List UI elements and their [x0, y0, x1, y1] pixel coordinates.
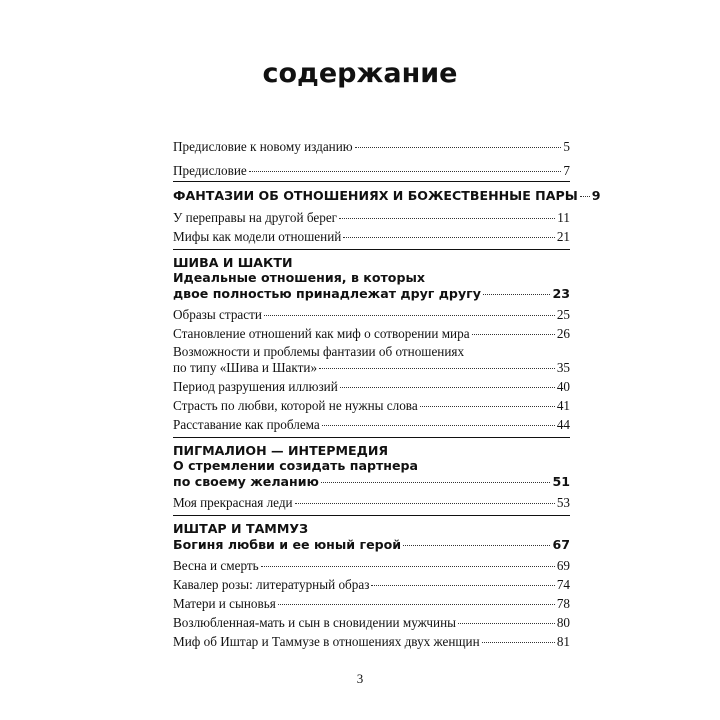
- toc-section-ishtar-tammuz: [173, 537, 570, 552]
- entry-title: Предисловие к новому изданию: [173, 139, 353, 154]
- toc-entry: [173, 634, 570, 650]
- section-page: 23: [552, 286, 570, 301]
- toc-entry-line: Возможности и проблемы фантазии об отношениях: [173, 344, 465, 359]
- section-title: Богиня любви и ее юный герой: [173, 537, 402, 552]
- section-subheading: Идеальные отношения, в которых: [173, 270, 425, 285]
- dot-leader: [403, 545, 550, 546]
- entry-page: 11: [557, 210, 570, 225]
- section-page: 51: [552, 474, 570, 489]
- toc-section-pygmalion: [173, 474, 570, 489]
- entry-title: Миф об Иштар и Таммузе в отношениях двух женщин: [173, 634, 480, 649]
- entry-page: 25: [556, 307, 570, 322]
- dot-leader: [482, 642, 555, 643]
- dot-leader: [295, 503, 555, 504]
- section-page: 67: [552, 537, 570, 552]
- entry-page: 41: [556, 398, 570, 413]
- toc-entry: [173, 398, 570, 414]
- dot-leader: [278, 604, 555, 605]
- entry-title: Страсть по любви, которой не нужны слова: [173, 398, 418, 413]
- dot-leader: [420, 406, 555, 407]
- toc-entry: [173, 307, 570, 323]
- entry-title: Расставание как проблема: [173, 417, 320, 432]
- entry-page: 40: [556, 379, 570, 394]
- entry-page: 7: [563, 163, 570, 178]
- dot-leader: [322, 425, 555, 426]
- section-divider: [173, 181, 570, 182]
- section-heading: ШИВА И ШАКТИ: [173, 255, 293, 270]
- entry-page: 53: [556, 495, 570, 510]
- page-title: содержание: [262, 58, 458, 89]
- entry-title: Весна и смерть: [173, 558, 259, 573]
- section-heading: ИШТАР И ТАММУЗ: [173, 521, 309, 536]
- toc-entry: [173, 360, 570, 376]
- dot-leader: [371, 585, 554, 586]
- entry-page: 80: [556, 615, 570, 630]
- toc-entry: [173, 210, 570, 226]
- entry-page: 69: [556, 558, 570, 573]
- toc-entry: [173, 615, 570, 631]
- dot-leader: [355, 147, 562, 148]
- toc-section-fantasies: [173, 188, 601, 203]
- entry-title: Период разрушения иллюзий: [173, 379, 338, 394]
- section-title: ФАНТАЗИИ ОБ ОТНОШЕНИЯХ И БОЖЕСТВЕННЫЕ ПАРЫ: [173, 188, 578, 203]
- toc-entry: [173, 229, 570, 245]
- dot-leader: [319, 368, 555, 369]
- section-divider: [173, 515, 570, 516]
- entry-title: по типу «Шива и Шакти»: [173, 360, 318, 375]
- entry-title: Мифы как модели отношений: [173, 229, 342, 244]
- entry-page: 44: [556, 417, 570, 432]
- section-title: по своему желанию: [173, 474, 319, 489]
- entry-page: 35: [556, 360, 570, 375]
- entry-page: 5: [563, 139, 570, 154]
- section-page: 9: [591, 188, 601, 203]
- toc-entry: [173, 379, 570, 395]
- entry-title: Матери и сыновья: [173, 596, 276, 611]
- toc-entry-preface-new-edition: [173, 139, 570, 155]
- toc-section-shiva-shakti: [173, 286, 570, 301]
- toc-entry: [173, 558, 570, 574]
- entry-page: 81: [556, 634, 570, 649]
- section-heading: ПИГМАЛИОН — ИНТЕРМЕДИЯ: [173, 443, 389, 458]
- entry-title: Становление отношений как миф о сотворении мира: [173, 326, 470, 341]
- entry-page: 74: [556, 577, 570, 592]
- dot-leader: [340, 387, 555, 388]
- section-divider: [173, 249, 570, 250]
- entry-title: Предисловие: [173, 163, 247, 178]
- entry-title: Кавалер розы: литературный образ: [173, 577, 370, 592]
- dot-leader: [483, 294, 551, 295]
- entry-title: Моя прекрасная леди: [173, 495, 293, 510]
- entry-title: У переправы на другой берег: [173, 210, 338, 225]
- entry-title: Образы страсти: [173, 307, 262, 322]
- toc-entry-preface: [173, 163, 570, 179]
- entry-title: Возлюбленная-мать и сын в сновидении мужчины: [173, 615, 457, 630]
- entry-page: 78: [556, 596, 570, 611]
- dot-leader: [458, 623, 555, 624]
- toc-entry: [173, 577, 570, 593]
- dot-leader: [261, 566, 555, 567]
- toc-entry: [173, 326, 570, 342]
- dot-leader: [339, 218, 555, 219]
- entry-page: 21: [556, 229, 570, 244]
- dot-leader: [321, 482, 551, 483]
- section-subheading: О стремлении созидать партнера: [173, 458, 419, 473]
- toc-entry: [173, 495, 570, 511]
- entry-page: 26: [556, 326, 570, 341]
- section-title: двое полностью принадлежат друг другу: [173, 286, 481, 301]
- dot-leader: [249, 171, 562, 172]
- toc-entry: [173, 417, 570, 433]
- page-number: 3: [356, 671, 364, 686]
- dot-leader: [580, 196, 590, 197]
- dot-leader: [472, 334, 555, 335]
- dot-leader: [264, 315, 555, 316]
- section-divider: [173, 437, 570, 438]
- toc-entry: [173, 596, 570, 612]
- dot-leader: [343, 237, 554, 238]
